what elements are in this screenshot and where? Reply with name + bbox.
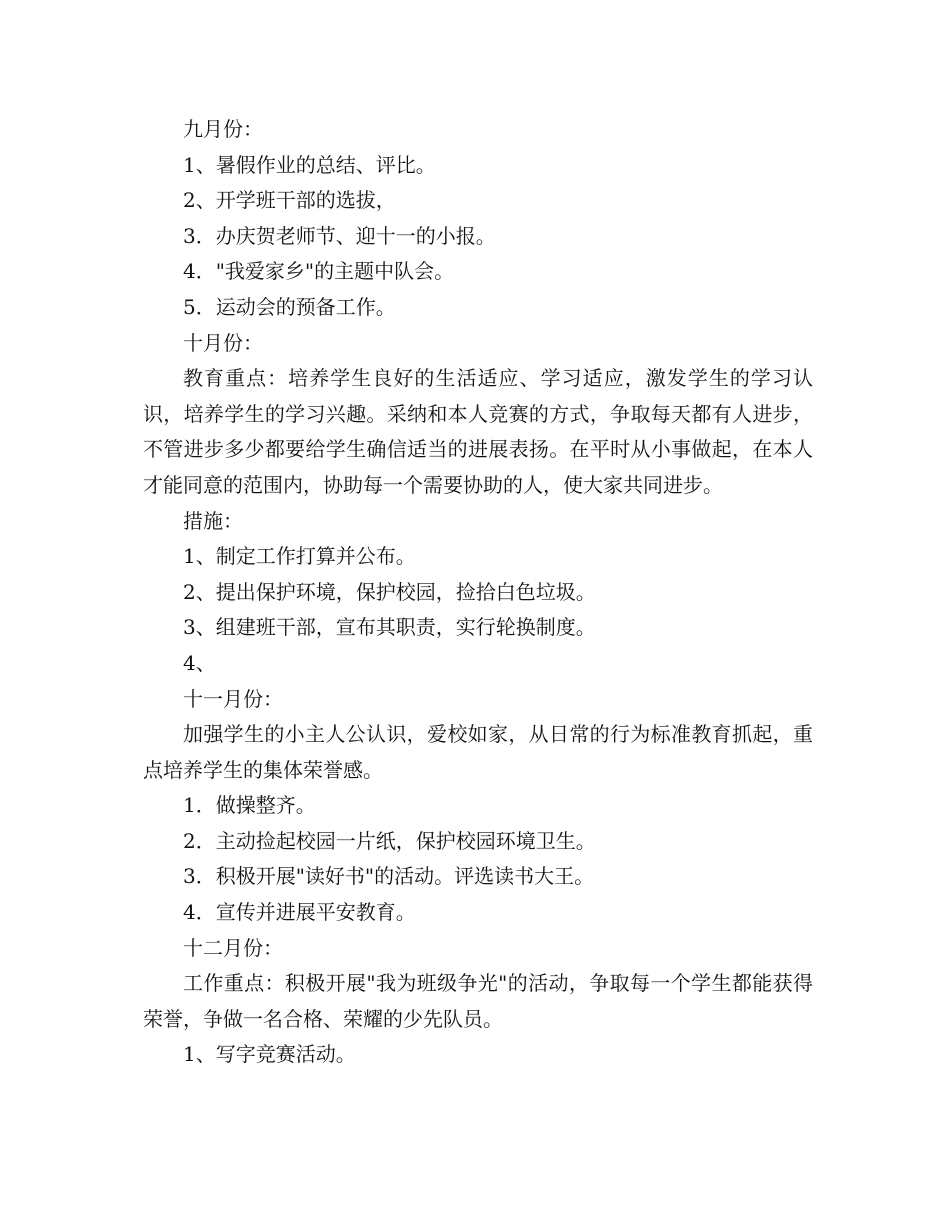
text-line: 4、 <box>183 650 216 675</box>
text-line: 十月份： <box>183 330 263 355</box>
text-line: 1、制定工作打算并公布。 <box>183 544 416 569</box>
text-line: 措施： <box>183 508 243 533</box>
text-line: 1、写字竞赛活动。 <box>183 1042 356 1067</box>
text-line: 十一月份： <box>183 686 283 711</box>
text-line: 3、组建班干部，宣布其职责，实行轮换制度。 <box>183 615 596 640</box>
text-line: 4．宣传并进展平安教育。 <box>183 900 416 925</box>
text-line: 4．"我爱家乡"的主题中队会。 <box>183 259 455 284</box>
text-line: 2、提出保护环境，保护校园，捡拾白色垃圾。 <box>183 579 596 604</box>
document-body <box>143 112 813 1073</box>
text-line: 3．办庆贺老师节、迎十一的小报。 <box>183 223 496 248</box>
text-line: 1．做操整齐。 <box>183 793 316 818</box>
paragraph: 教育重点：培养学生良好的生活适应、学习适应，激发学生的学习认识，培养学生的学习兴趣。采纳和本人竞赛的方式，争取每天都有人进步，不管进步多少都要给学生确信适当的进展表扬。在平时从小事做起，在本人才能同意的范围内，协助每一个需要协助的人，使大家共同进步。 <box>143 366 813 497</box>
text-line: 十二月份： <box>183 935 283 960</box>
text-line: 九月份： <box>183 117 263 141</box>
paragraph: 工作重点：积极开展"我为班级争光"的活动，争取每一个学生都能获得荣誉，争做一名合格、荣耀的少先队员。 <box>143 971 813 1031</box>
text-line: 1、暑假作业的总结、评比。 <box>183 152 436 177</box>
text-line: 2、开学班干部的选拔， <box>183 188 396 213</box>
text-line: 2．主动捡起校园一片纸，保护校园环境卫生。 <box>183 828 596 853</box>
text-line: 3．积极开展"读好书"的活动。评选读书大王。 <box>183 864 595 889</box>
text-line: 5．运动会的预备工作。 <box>183 294 396 319</box>
paragraph: 加强学生的小主人公认识，爱校如家，从日常的行为标准教育抓起，重点培养学生的集体荣誉感。 <box>143 722 813 782</box>
